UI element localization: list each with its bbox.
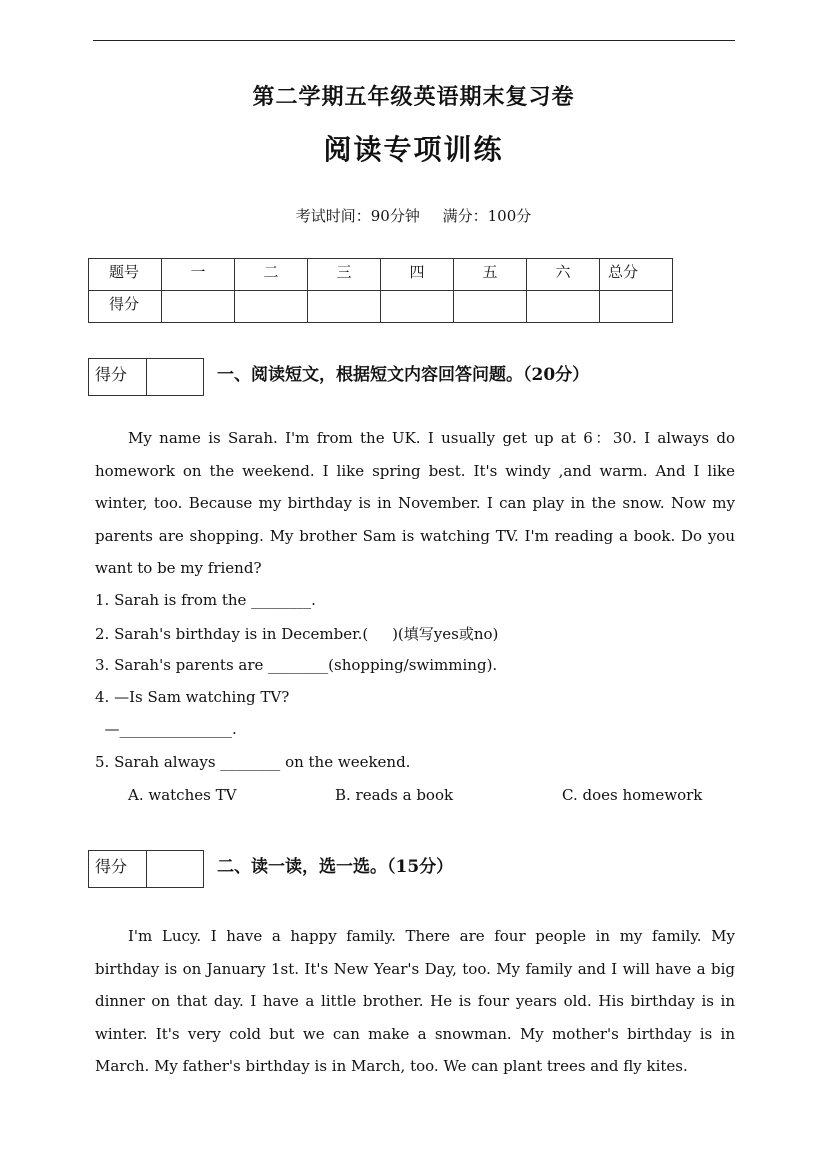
- page-title: 第二学期五年级英语期末复习卷: [252, 84, 575, 110]
- score-table: [88, 258, 673, 323]
- question-2: 2. Sarah's birthday is in December.( )(填写yes或no): [95, 625, 499, 643]
- score-header-cell: 二: [235, 259, 308, 291]
- question-4: 4. —Is Sam watching TV?: [95, 688, 290, 706]
- score-row-label: 得分: [89, 291, 162, 323]
- section1-passage: My name is Sarah. I'm from the UK. I usually get up at 6：30. I always do homework on the weekend. I like spring best. It's windy ,and warm. And I like winter, too. Because my birthday is in November. I can play in the snow. Now my parents are shopping. My brother Sam is watching TV. I'm reading a book. Do you want to be my friend?: [95, 429, 735, 577]
- full-score: 满分：100分: [442, 207, 532, 225]
- top-rule: [93, 40, 735, 41]
- score-table-header-row: [89, 259, 673, 291]
- section1-heading: 一、阅读短文，根据短文内容回答问题。（20分）: [217, 365, 590, 385]
- option-c: C. does homework: [562, 786, 703, 804]
- score-header-cell: 四: [381, 259, 454, 291]
- section2-score-box: [88, 850, 204, 888]
- page-subtitle: 阅读专项训练: [323, 133, 504, 166]
- section1-score-label: 得分: [89, 359, 147, 395]
- exam-time: 考试时间：90分钟: [295, 207, 420, 225]
- score-cell[interactable]: [527, 291, 600, 323]
- question-3: 3. Sarah's parents are ________(shopping/swimming).: [95, 656, 498, 674]
- score-header-cell: 三: [308, 259, 381, 291]
- score-cell[interactable]: [235, 291, 308, 323]
- question-5: 5. Sarah always ________ on the weekend.: [95, 753, 411, 771]
- score-header-cell: 题号: [89, 259, 162, 291]
- option-a: A. watches TV: [128, 786, 237, 804]
- score-header-cell: 一: [162, 259, 235, 291]
- score-cell[interactable]: [162, 291, 235, 323]
- score-header-cell: 五: [454, 259, 527, 291]
- section2-passage: I'm Lucy. I have a happy family. There are four people in my family. My birthday is on January 1st. It's New Year's Day, too. My family and I will have a big dinner on that day. I have a little brother. He is four years old. His birthday is in winter. It's very cold but we can make a snowman. My mother's birthday is in March. My father's birthday is in March, too. We can plant trees and fly kites.: [95, 927, 735, 1075]
- score-header-cell: 六: [527, 259, 600, 291]
- section1-score-box: [88, 358, 204, 396]
- section2-heading: 二、读一读，选一选。（15分）: [217, 857, 454, 877]
- score-cell[interactable]: [600, 291, 673, 323]
- question-4-answer: —_______________.: [95, 720, 237, 738]
- score-cell[interactable]: [454, 291, 527, 323]
- score-cell[interactable]: [308, 291, 381, 323]
- score-table-score-row: [89, 291, 673, 323]
- exam-info: [0, 205, 827, 226]
- score-cell[interactable]: [381, 291, 454, 323]
- score-header-cell: 总分: [600, 259, 673, 291]
- question-1: 1. Sarah is from the ________.: [95, 591, 316, 609]
- option-b: B. reads a book: [335, 786, 454, 804]
- section2-score-label: 得分: [89, 851, 147, 887]
